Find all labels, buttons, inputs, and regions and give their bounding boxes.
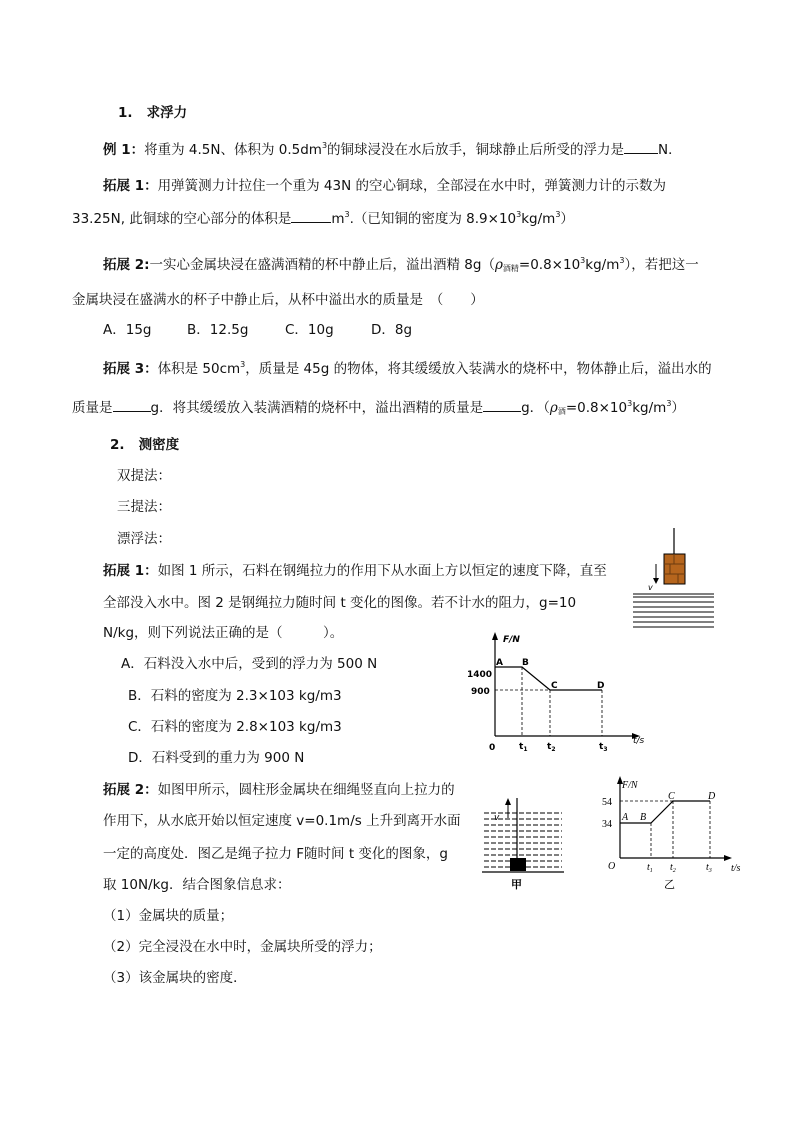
- extension-text: ），若把这一: [624, 257, 699, 273]
- q1-line-2: 全部没入水中。图 2 是钢绳拉力随时间 t 变化的图像。若不计水的阻力，g=10: [103, 595, 577, 611]
- subscript: 酒: [557, 407, 566, 416]
- origin-label: O: [608, 861, 616, 872]
- question-label: 拓展 2：: [103, 782, 158, 798]
- tick-t1: $t_1$: [647, 862, 653, 874]
- superscript: 3: [344, 210, 350, 219]
- question-text: 如图 1 所示，石料在钢绳拉力的作用下从水面上方以恒定的速度下降，直至: [157, 563, 607, 579]
- extension-text: .（已知铜的密度为 8.9×10: [349, 211, 517, 227]
- method-floating: 漂浮法：: [117, 531, 171, 547]
- figure-caption-jia: 甲: [511, 878, 522, 891]
- extension-3-line-2: [72, 399, 685, 417]
- figure-1-stone-in-water: [630, 528, 716, 632]
- section-number: 1.: [118, 105, 133, 121]
- x-axis-label: t/s: [633, 736, 645, 746]
- q2-line-4: 取 10N/kg．结合图象信息求：: [103, 877, 291, 893]
- q2-line-2: 作用下，从水底开始以恒定速度 v=0.1m/s 上升到离开水面: [103, 813, 461, 829]
- point-b: B: [522, 658, 529, 668]
- example-1: [103, 141, 682, 159]
- q1-option-b[interactable]: B．石料的密度为 2.3×103 kg/m3: [128, 688, 342, 704]
- extension-text: ）: [671, 400, 685, 416]
- superscript: 3: [666, 399, 672, 408]
- method-double-pull: 双提法：: [117, 468, 171, 484]
- extension-text: 33.25N, 此铜球的空心部分的体积是: [72, 211, 292, 227]
- tick-t3: $t_3$: [706, 862, 712, 874]
- extension-2-options: [103, 321, 412, 339]
- point-b: B: [640, 812, 647, 823]
- superscript: 3: [321, 141, 328, 150]
- point-a: A: [622, 812, 629, 823]
- tick-t3: $t_3$: [599, 742, 608, 753]
- superscript: 3: [580, 256, 586, 265]
- water-lines: [633, 594, 714, 627]
- example-text-3: N．: [658, 142, 682, 158]
- y-tick-54: 54: [602, 797, 612, 808]
- question-label: 拓展 1：: [103, 563, 158, 579]
- q1-option-c[interactable]: C．石料的密度为 2.8×103 kg/m3: [128, 719, 342, 735]
- section-number: 2.: [110, 437, 125, 453]
- example-text: 将重为 4.5N、体积为 0.5dm: [144, 142, 322, 158]
- q1-line-1: [103, 562, 607, 580]
- superscript: 3: [555, 210, 561, 219]
- rho-symbol: ρ: [494, 257, 503, 273]
- q2-sub-3: （3）该金属块的密度．: [103, 970, 247, 986]
- q2-sub-1: （1）金属块的质量；: [103, 908, 234, 924]
- tick-t2: $t_2$: [547, 742, 556, 753]
- tick-t2: $t_2$: [670, 862, 676, 874]
- extension-text: ，质量是 45g 的物体，将其缓缓放入装满水的烧杯中，物体静止后，溢出水的: [245, 361, 712, 377]
- point-c: C: [668, 791, 675, 802]
- unit: kg/m: [585, 257, 620, 273]
- answer-blank[interactable]: [483, 399, 521, 412]
- example-label: 例 1：: [103, 142, 145, 158]
- extension-text: =0.8×10: [565, 400, 628, 416]
- section-2-heading: [110, 436, 179, 454]
- velocity-label: v: [648, 583, 653, 592]
- extension-1-line-2: [72, 210, 574, 228]
- rho-symbol: ρ: [549, 400, 558, 416]
- option-a[interactable]: A．15g: [103, 322, 152, 338]
- extension-2-line-1: [103, 256, 699, 274]
- extension-label: 拓展 1：: [103, 178, 158, 194]
- q1-option-d[interactable]: D．石料受到的重力为 900 N: [128, 750, 305, 766]
- unit: kg/m: [521, 211, 556, 227]
- figure-jia-block-in-water: [478, 796, 570, 892]
- tick-t1: $t_1$: [519, 742, 528, 753]
- section-title: 测密度: [138, 437, 180, 453]
- option-b[interactable]: B．12.5g: [187, 322, 249, 338]
- point-d: D: [597, 681, 605, 691]
- method-triple-pull: 三提法：: [117, 499, 171, 515]
- unit: m: [331, 211, 345, 227]
- figure-caption-yi: 乙: [664, 878, 675, 891]
- velocity-label: v: [494, 813, 500, 823]
- question-text: 如图甲所示，圆柱形金属块在细绳竖直向上拉力的: [157, 782, 455, 798]
- x-axis-label: t/s: [731, 863, 741, 874]
- y-tick-1400: 1400: [467, 670, 493, 680]
- figure-yi-force-time-graph: [596, 776, 756, 894]
- y-tick-34: 34: [602, 819, 612, 830]
- force-curve: [620, 801, 710, 823]
- subscript: 酒精: [502, 264, 519, 273]
- answer-blank[interactable]: [113, 399, 151, 412]
- y-axis-label: F/N: [622, 780, 638, 791]
- section-title: 求浮力: [146, 105, 188, 121]
- point-d: D: [708, 791, 716, 802]
- section-1-heading: [118, 104, 187, 122]
- option-c[interactable]: C．10g: [285, 322, 334, 338]
- force-curve: [495, 667, 605, 691]
- superscript: 3: [240, 360, 246, 369]
- extension-3-line-1: [103, 360, 712, 378]
- superscript: 3: [619, 256, 625, 265]
- q1-option-a[interactable]: A．石料没入水中后，受到的浮力为 500 N: [121, 656, 378, 672]
- extension-text: 体积是 50cm: [157, 361, 241, 377]
- extension-label: 拓展 2:: [103, 257, 150, 273]
- q2-line-1: [103, 781, 455, 799]
- origin-label: 0: [489, 743, 496, 753]
- answer-blank[interactable]: [291, 210, 331, 223]
- extension-text: g．（: [521, 400, 550, 416]
- q2-line-3: 一定的高度处．图乙是绳子拉力 F随时间 t 变化的图象，g: [103, 846, 449, 862]
- point-a: A: [496, 658, 503, 668]
- point-c: C: [551, 681, 558, 691]
- extension-1-line-1: [103, 177, 666, 195]
- y-tick-900: 900: [471, 687, 490, 697]
- extension-text: 一实心金属块浸在盛满酒精的杯中静止后，溢出酒精 8g（: [149, 257, 495, 273]
- superscript: 3: [627, 399, 633, 408]
- answer-blank[interactable]: [624, 141, 658, 154]
- extension-text: ）: [560, 211, 574, 227]
- q2-sub-2: （2）完全浸没在水中时，金属块所受的浮力；: [103, 939, 382, 955]
- example-text-2: 的铜球浸没在水后放手，铜球静止后所受的浮力是: [327, 142, 625, 158]
- y-axis-label: F/N: [503, 635, 520, 645]
- extension-text: =0.8×10: [518, 257, 581, 273]
- superscript: 3: [516, 210, 522, 219]
- option-d[interactable]: D．8g: [371, 322, 413, 338]
- q1-line-3: N/kg，则下列说法正确的是（ ）。: [103, 625, 344, 641]
- metal-block: [510, 858, 526, 871]
- unit: kg/m: [632, 400, 667, 416]
- extension-text: g．将其缓缓放入装满酒精的烧杯中，溢出酒精的质量是: [150, 400, 484, 416]
- extension-label: 拓展 3：: [103, 361, 158, 377]
- extension-text: 质量是: [72, 400, 113, 416]
- extension-2-line-2: 金属块浸在盛满水的杯子中静止后，从杯中溢出水的质量是 （ ）: [72, 292, 484, 308]
- figure-2-force-time-graph: [462, 630, 657, 755]
- extension-text: 用弹簧测力计拉住一个重为 43N 的空心铜球，全部浸在水中时，弹簧测力计的示数为: [157, 178, 666, 194]
